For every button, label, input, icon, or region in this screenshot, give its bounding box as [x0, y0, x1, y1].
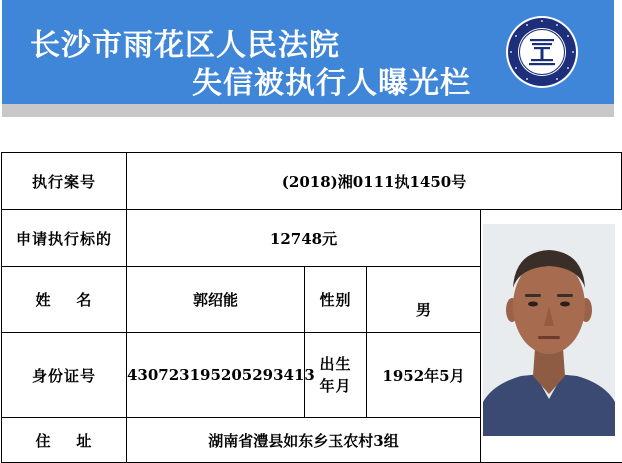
birth-label-line2: 年月	[319, 377, 352, 395]
amount-label: 申请执行标的	[2, 210, 127, 267]
name-label: 姓 名	[2, 267, 127, 333]
address-label: 住 址	[2, 418, 127, 463]
gender-value: 男	[367, 267, 481, 333]
person-photo-icon	[483, 224, 615, 436]
court-title: 长沙市雨花区人民法院	[30, 28, 340, 63]
header-banner	[2, 0, 614, 117]
birth-value: 1952年5月	[367, 333, 481, 418]
id-label: 身份证号	[2, 333, 127, 418]
birth-label-line1: 出生	[319, 355, 352, 373]
case-no-label: 执行案号	[2, 153, 127, 210]
id-value: 430723195205293413	[127, 333, 305, 418]
page-subtitle: 失信被执行人曝光栏	[192, 66, 471, 101]
court-emblem-icon	[505, 15, 579, 89]
address-value: 湖南省澧县如东乡玉农村3组	[127, 418, 481, 463]
banner-stripe	[2, 104, 614, 117]
amount-value: 12748元	[127, 210, 481, 267]
table-row	[2, 153, 622, 210]
gender-label: 性别	[305, 267, 367, 333]
name-value: 郭绍能	[127, 267, 305, 333]
case-no-value: (2018)湘0111执1450号	[127, 153, 622, 210]
